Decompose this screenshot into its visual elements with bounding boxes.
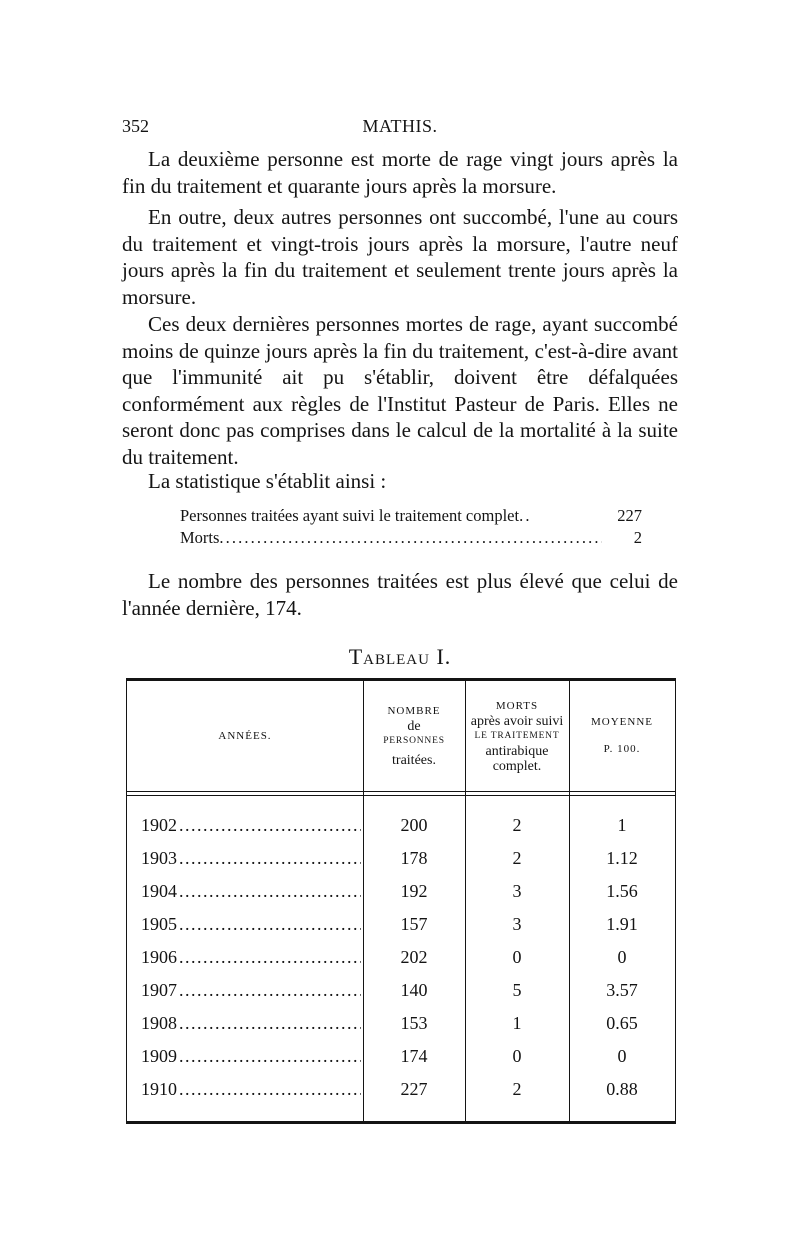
header-morts-line: après avoir suivi <box>470 713 564 729</box>
stat-label: Morts <box>180 528 220 547</box>
header-morts-line: antirabique <box>485 743 549 759</box>
cell-traitees: 202 <box>400 947 428 967</box>
cell-traitees: 192 <box>400 881 428 901</box>
cell-morts: 3 <box>512 914 522 934</box>
table-row <box>127 914 675 948</box>
cell-morts: 3 <box>512 881 522 901</box>
header-annees-label: ANNÉES. <box>218 729 272 742</box>
table-row <box>127 1079 675 1113</box>
page-number: 352 <box>122 116 149 136</box>
cell-moyenne: 0.88 <box>606 1079 638 1099</box>
cell-traitees: 178 <box>400 848 428 868</box>
table-row <box>127 848 675 882</box>
header-moyenne-line: MOYENNE <box>591 716 653 728</box>
running-title: MATHIS. <box>362 116 438 136</box>
caption-number: I. <box>436 644 452 669</box>
header-morts-line: MORTS <box>495 699 539 712</box>
header-morts-line: complet. <box>492 758 542 774</box>
paragraph-4: La statistique s'établit ainsi : <box>148 469 387 493</box>
leader-dots <box>179 881 361 902</box>
header-annees <box>127 681 363 791</box>
statistics-table <box>126 678 676 1124</box>
cell-morts: 5 <box>512 980 522 1000</box>
leader-dots <box>179 980 361 1001</box>
leader-dots <box>179 947 361 968</box>
cell-moyenne: 1.56 <box>606 881 638 901</box>
table-row <box>127 815 675 849</box>
table-row <box>127 1013 675 1047</box>
cell-year: 1906 <box>141 947 177 967</box>
cell-traitees: 227 <box>400 1079 428 1099</box>
stat-line-treated <box>180 506 642 526</box>
cell-traitees: 157 <box>400 914 428 934</box>
leader-dots <box>179 1013 361 1034</box>
cell-year: 1903 <box>141 848 177 868</box>
leader-dots <box>519 506 602 526</box>
stat-label: Personnes traitées ayant suivi le traitement complet <box>180 506 520 525</box>
leader-dots <box>179 815 361 836</box>
cell-year: 1904 <box>141 881 177 901</box>
cell-morts: 2 <box>512 815 522 835</box>
cell-year: 1910 <box>141 1079 177 1099</box>
caption-word: Tableau <box>348 644 430 669</box>
cell-moyenne: 0.65 <box>606 1013 638 1033</box>
header-nombre <box>363 681 465 791</box>
cell-moyenne: 0 <box>617 947 627 967</box>
header-rule <box>127 791 675 792</box>
cell-moyenne: 1.12 <box>606 848 638 868</box>
leader-dots <box>219 528 602 548</box>
cell-moyenne: 3.57 <box>606 980 638 1000</box>
cell-traitees: 153 <box>400 1013 428 1033</box>
table-row <box>127 881 675 915</box>
page-header <box>122 116 678 140</box>
cell-morts: 1 <box>512 1013 522 1033</box>
header-nombre-line: PERSONNES <box>383 736 445 746</box>
stat-value: 2 <box>633 528 642 547</box>
stat-line-deaths <box>180 528 642 548</box>
leader-dots <box>179 848 361 869</box>
cell-year: 1908 <box>141 1013 177 1033</box>
paragraph-5: Le nombre des personnes traitées est plus élevé que celui de l'année dernière, 174. <box>122 569 678 620</box>
header-morts-line: LE TRAITEMENT <box>474 730 560 741</box>
header-nombre-line: de <box>407 719 421 734</box>
cell-moyenne: 0 <box>617 1046 627 1066</box>
header-nombre-line: NOMBRE <box>387 705 441 717</box>
cell-morts: 2 <box>512 1079 522 1099</box>
table-row <box>127 980 675 1014</box>
leader-dots <box>179 914 361 935</box>
cell-traitees: 200 <box>400 815 428 835</box>
leader-dots <box>179 1046 361 1067</box>
cell-morts: 2 <box>512 848 522 868</box>
cell-traitees: 140 <box>400 980 428 1000</box>
header-moyenne <box>569 681 675 791</box>
cell-morts: 0 <box>512 947 522 967</box>
table-row <box>127 1046 675 1080</box>
cell-year: 1907 <box>141 980 177 1000</box>
cell-year: 1909 <box>141 1046 177 1066</box>
cell-traitees: 174 <box>400 1046 428 1066</box>
cell-morts: 0 <box>512 1046 522 1066</box>
cell-moyenne: 1 <box>617 815 627 835</box>
cell-moyenne: 1.91 <box>606 914 638 934</box>
paragraph-1: La deuxième personne est morte de rage vingt jours après la fin du traitement et quarante jours après la morsure. <box>122 147 678 198</box>
header-moyenne-line: P. 100. <box>603 743 641 755</box>
header-rule-double <box>127 795 675 796</box>
header-morts <box>465 681 569 791</box>
table-row <box>127 947 675 981</box>
paragraph-2: En outre, deux autres personnes ont succombé, l'une au cours du traitement et vingt-trois jours après la morsure, l'autre neuf jours après la fin du traitement et seulement trente jours après la morsure. <box>122 205 678 309</box>
cell-year: 1902 <box>141 815 177 835</box>
table-caption <box>122 644 678 670</box>
paragraph-3: Ces deux dernières personnes mortes de rage, ayant succombé moins de quinze jours après la fin du traitement, c'est-à-dire avant que l'immunité ait pu s'établir, doivent être défalquées conformément aux règles de l'Institut Pasteur de Paris. Elles ne seront donc pas comprises dans le calcul de la mortalité à la suite du traitement. <box>122 312 678 469</box>
header-nombre-line: traitées. <box>392 753 436 768</box>
cell-year: 1905 <box>141 914 177 934</box>
leader-dots <box>179 1079 361 1100</box>
stat-value: 227 <box>617 506 642 525</box>
